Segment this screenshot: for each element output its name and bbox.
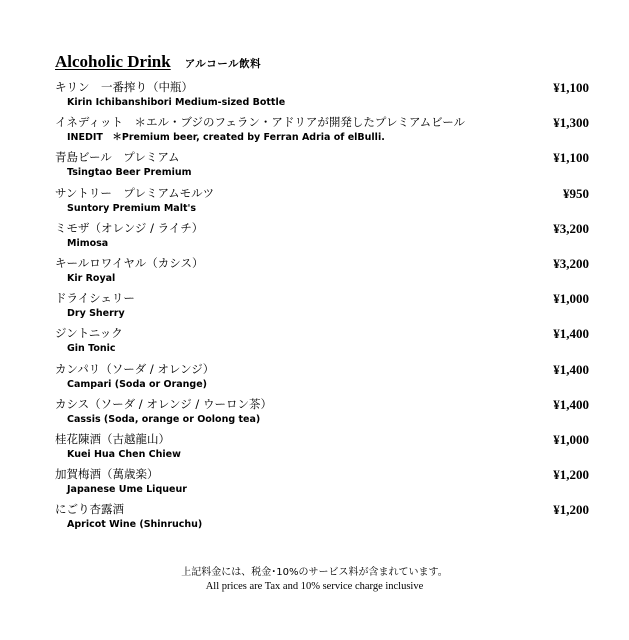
menu-header bbox=[55, 52, 589, 74]
item-name-japanese: カシス（ソーダ / オレンジ / ウーロン茶） bbox=[55, 396, 272, 411]
item-name-english: Kuei Hua Chen Chiew bbox=[67, 448, 181, 460]
menu-item bbox=[55, 255, 589, 290]
menu-item bbox=[55, 114, 589, 149]
item-price: ¥1,100 bbox=[553, 80, 589, 95]
tax-note-english: All prices are Tax and 10% service charge inclusive bbox=[205, 581, 424, 592]
item-price: ¥1,000 bbox=[553, 291, 589, 307]
item-price: ¥1,400 bbox=[553, 326, 589, 342]
menu-item bbox=[55, 431, 589, 466]
drink-menu bbox=[55, 52, 589, 536]
item-name-japanese: イネディット ＊エル・ブジのフェラン・アドリアが開発したプレミアムビール bbox=[55, 115, 465, 130]
item-price: ¥1,200 bbox=[553, 502, 589, 518]
menu-item bbox=[55, 290, 589, 325]
menu-item bbox=[55, 149, 589, 184]
menu-item bbox=[55, 325, 589, 360]
menu-item bbox=[55, 466, 589, 501]
item-name-english: Mimosa bbox=[67, 237, 109, 249]
item-name-japanese: にごり杏露酒 bbox=[55, 502, 124, 517]
menu-item bbox=[55, 361, 589, 396]
item-name-english: Tsingtao Beer Premium bbox=[67, 167, 192, 179]
item-name-japanese: ミモザ（オレンジ / ライチ） bbox=[55, 220, 204, 235]
item-name-english: Kir Royal bbox=[67, 272, 116, 284]
item-name-english: Dry Sherry bbox=[67, 308, 125, 320]
menu-item bbox=[55, 501, 589, 536]
item-price: ¥1,400 bbox=[553, 396, 589, 412]
item-name-english: Kirin Ichibanshibori Medium-sized Bottle bbox=[67, 97, 286, 108]
item-name-japanese: 桂花陳酒（古越龍山） bbox=[55, 431, 170, 446]
item-name-japanese: 青島ビール プレミアム bbox=[55, 150, 180, 165]
item-name-japanese: ジントニック bbox=[55, 326, 123, 341]
item-name-english: Japanese Ume Liqueur bbox=[67, 484, 187, 496]
item-name-english: Apricot Wine (Shinruchu) bbox=[67, 519, 203, 531]
item-name-english: Gin Tonic bbox=[67, 343, 116, 355]
item-price: ¥1,400 bbox=[553, 361, 589, 377]
item-price: ¥3,200 bbox=[553, 255, 589, 271]
item-name-english: INEDIT ＊Premium beer, created by Ferran Adria of elBulli. bbox=[67, 132, 385, 144]
item-name-japanese: カンパリ（ソーダ / オレンジ） bbox=[55, 361, 215, 376]
menu-item bbox=[55, 79, 589, 114]
item-name-japanese: サントリー プレミアムモルツ bbox=[55, 185, 215, 200]
menu-item bbox=[55, 220, 589, 255]
menu-title-english: Alcoholic Drink bbox=[55, 52, 171, 71]
item-name-japanese: 加賀梅酒（萬歳楽） bbox=[55, 467, 159, 482]
item-name-english: Suntory Premium Malt's bbox=[67, 202, 197, 214]
item-name-japanese: キリン 一番搾り（中瓶） bbox=[55, 80, 193, 94]
item-price: ¥1,000 bbox=[553, 431, 589, 447]
tax-note-japanese: 上記料金には、税金･10%のサービス料が含まれています。 bbox=[181, 567, 448, 578]
menu-item bbox=[55, 185, 589, 220]
menu-item bbox=[55, 396, 589, 431]
item-name-english: Campari (Soda or Orange) bbox=[67, 378, 208, 390]
item-name-japanese: キールロワイヤル（カシス） bbox=[55, 255, 204, 270]
menu-title-japanese: アルコール飲料 bbox=[184, 58, 262, 70]
item-price: ¥1,100 bbox=[553, 150, 589, 166]
item-price: ¥3,200 bbox=[553, 220, 589, 236]
item-name-english: Cassis (Soda, orange or Oolong tea) bbox=[67, 413, 261, 425]
item-price: ¥1,200 bbox=[553, 467, 589, 483]
item-name-japanese: ドライシェリー bbox=[55, 291, 135, 306]
item-price: ¥950 bbox=[563, 185, 589, 201]
item-price: ¥1,300 bbox=[553, 115, 589, 131]
